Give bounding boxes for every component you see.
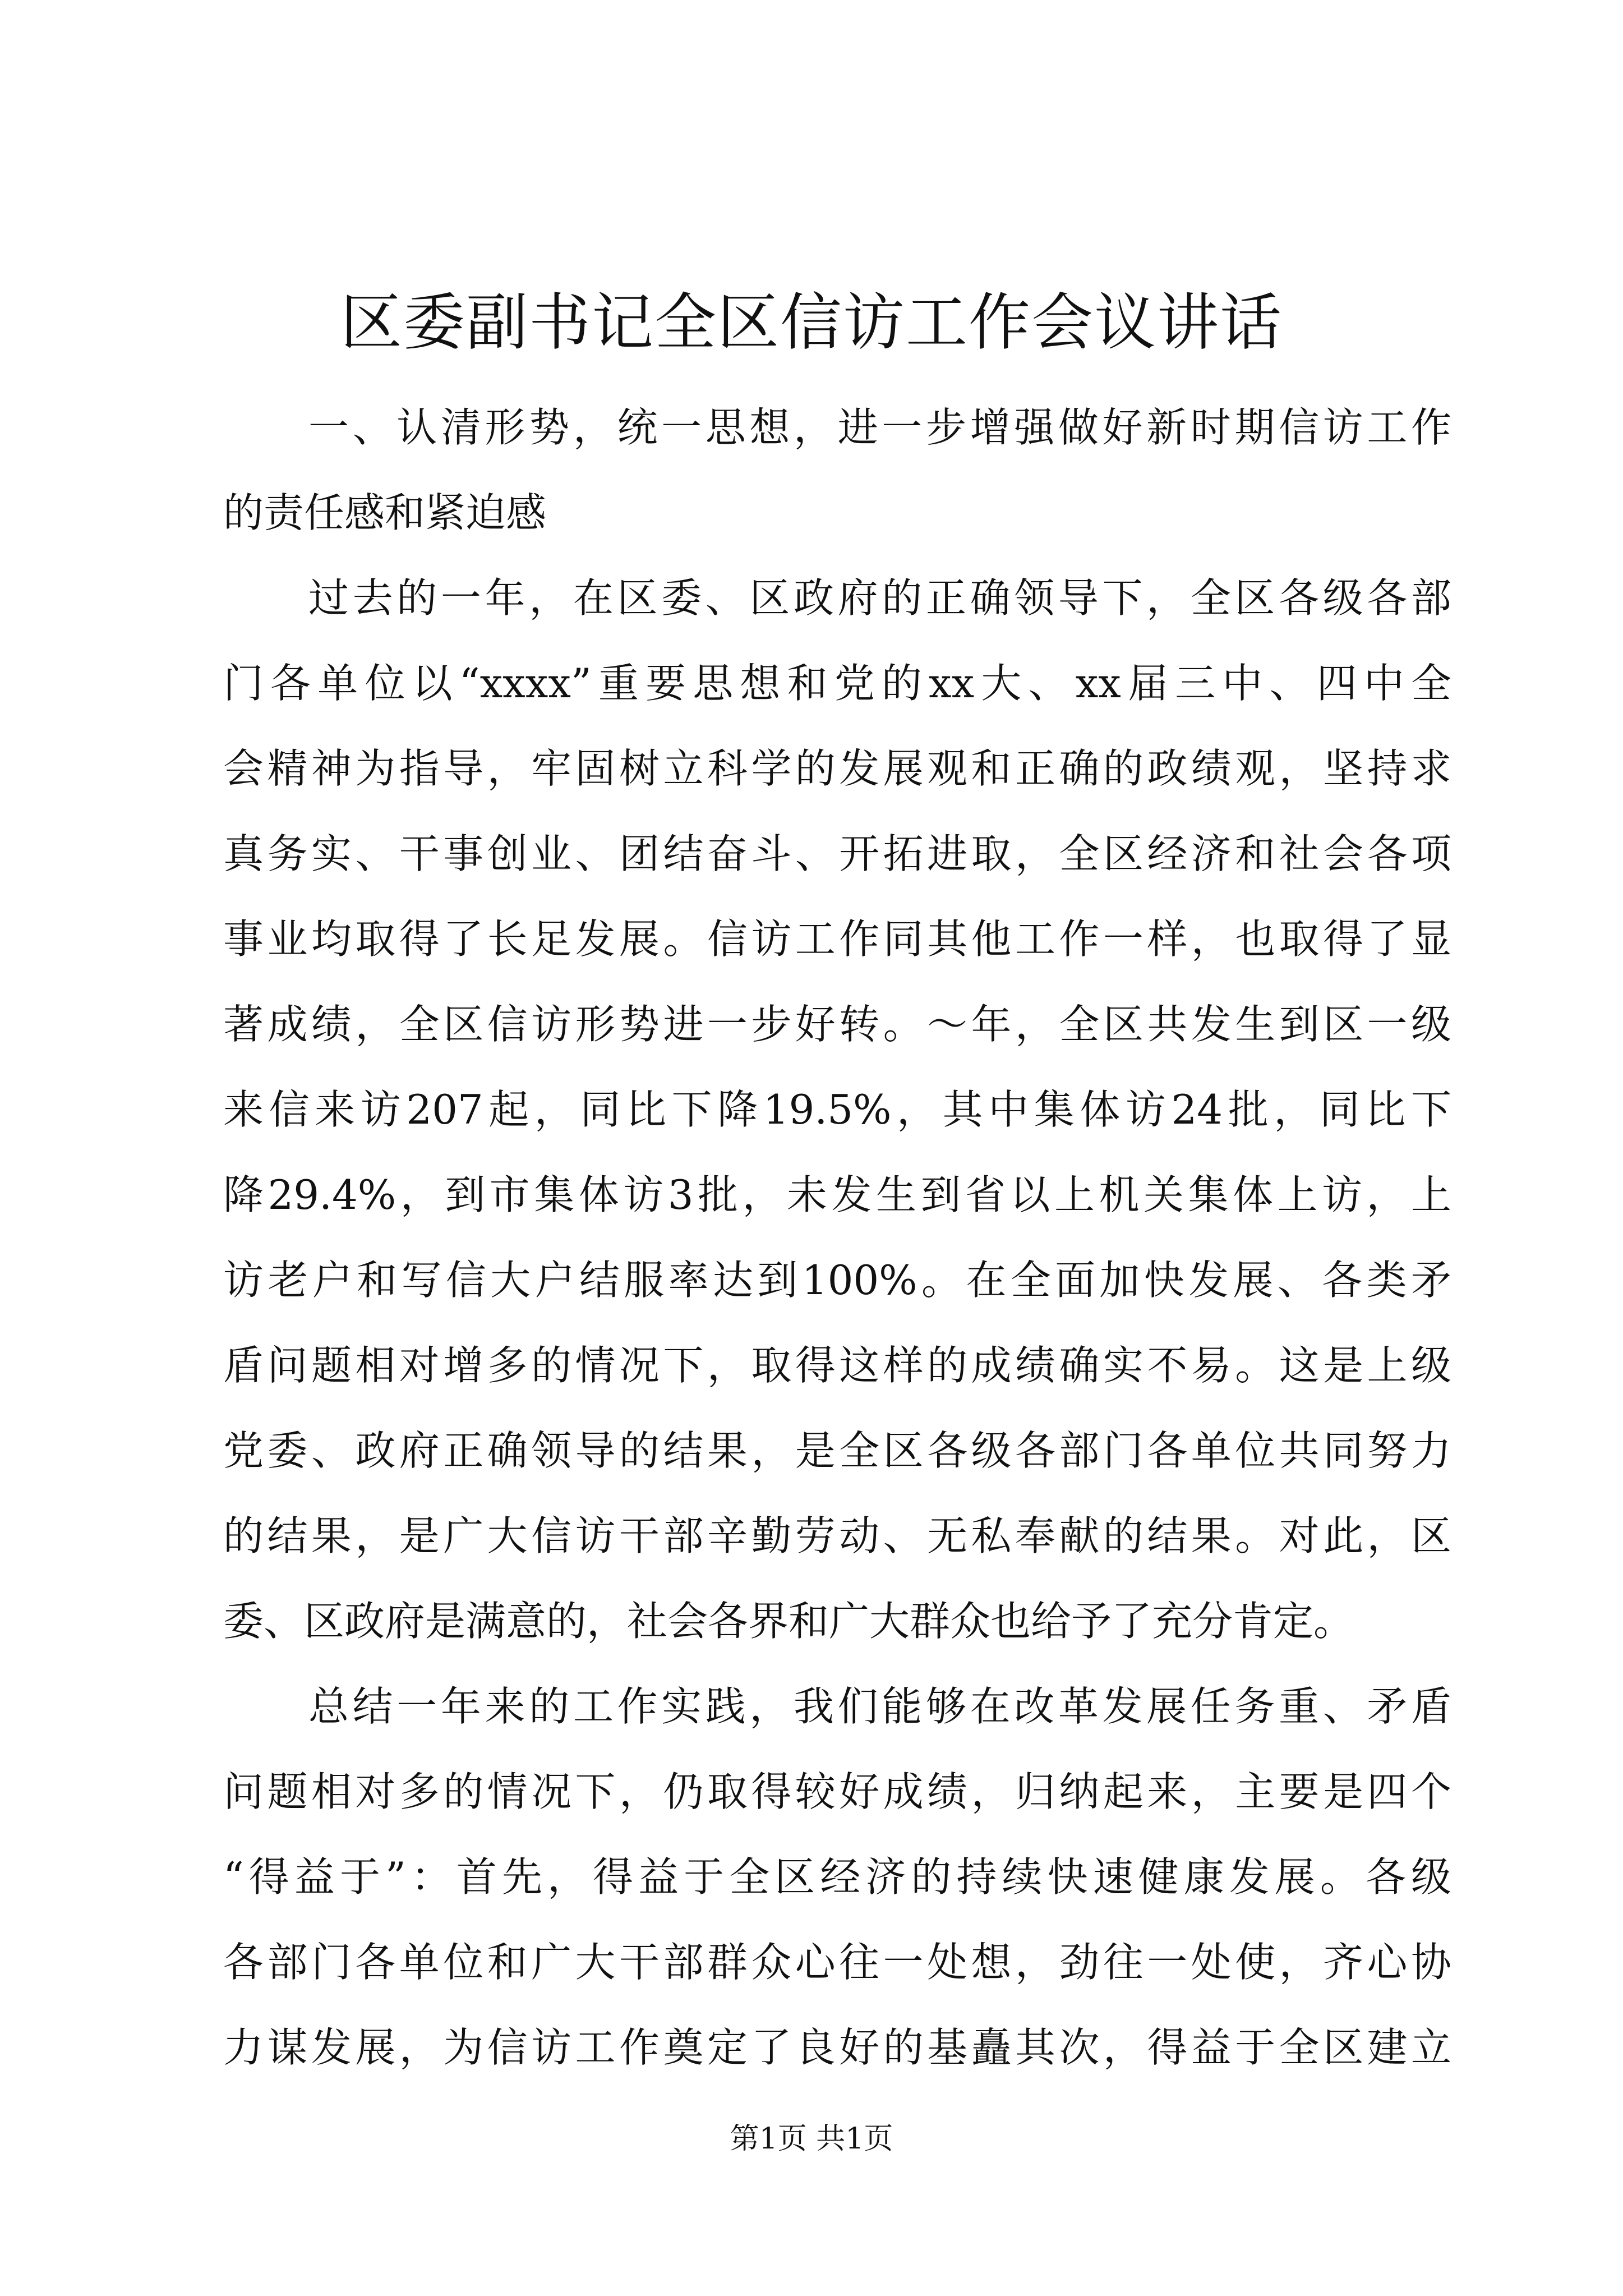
body-line: 各部门各单位和广大干部群众心往一处想，劲往一处使，齐心协 [223,1939,1451,1986]
body-line: 事业均取得了长足发展。信访工作同其他工作一样，也取得了显 [223,915,1451,963]
body-line: 门各单位以“xxxx”重要思想和党的xx大、xx届三中、四中全 [223,660,1451,707]
body-line: 会精神为指导，牢固树立科学的发展观和正确的政绩观，坚持求 [223,745,1451,792]
body-line: 一、认清形势，统一思想，进一步增强做好新时期信访工作 [308,404,1451,451]
body-line: 降29.4%，到市集体访3批，未发生到省以上机关集体上访，上 [223,1171,1451,1218]
body-line: 委、区政府是满意的，社会各界和广大群众也给予了充分肯定。 [223,1598,1354,1645]
body-line: 盾问题相对增多的情况下，取得这样的成绩确实不易。这是上级 [223,1342,1451,1389]
body-line: “得益于”：首先，得益于全区经济的持续快速健康发展。各级 [223,1853,1451,1901]
document-title: 区委副书记全区信访工作会议讲话 [340,287,1283,358]
body-line: 总结一年来的工作实践，我们能够在改革发展任务重、矛盾 [308,1683,1451,1730]
body-line: 过去的一年，在区委、区政府的正确领导下，全区各级各部 [308,574,1451,622]
body-line: 来信来访207起，同比下降19.5%，其中集体访24批，同比下 [223,1086,1451,1133]
document-body [223,385,1451,2090]
body-line: 的结果，是广大信访干部辛勤劳动、无私奉献的结果。对此，区 [223,1512,1451,1559]
body-line: 力谋发展，为信访工作奠定了良好的基矗其次，得益于全区建立 [223,2024,1451,2071]
body-line: 著成绩，全区信访形势进一步好转。～年，全区共发生到区一级 [223,1001,1451,1048]
body-line: 访老户和写信大户结服率达到100%。在全面加快发展、各类矛 [223,1257,1451,1304]
page-number-footer: 第1页 共1页 [730,2122,893,2156]
body-line: 党委、政府正确领导的结果，是全区各级各部门各单位共同努力 [223,1427,1451,1474]
body-line: 真务实、干事创业、团结奋斗、开拓进取，全区经济和社会各项 [223,830,1451,877]
body-line: 问题相对多的情况下，仍取得较好成绩，归纳起来，主要是四个 [223,1768,1451,1815]
body-line: 的责任感和紧迫感 [223,489,547,536]
